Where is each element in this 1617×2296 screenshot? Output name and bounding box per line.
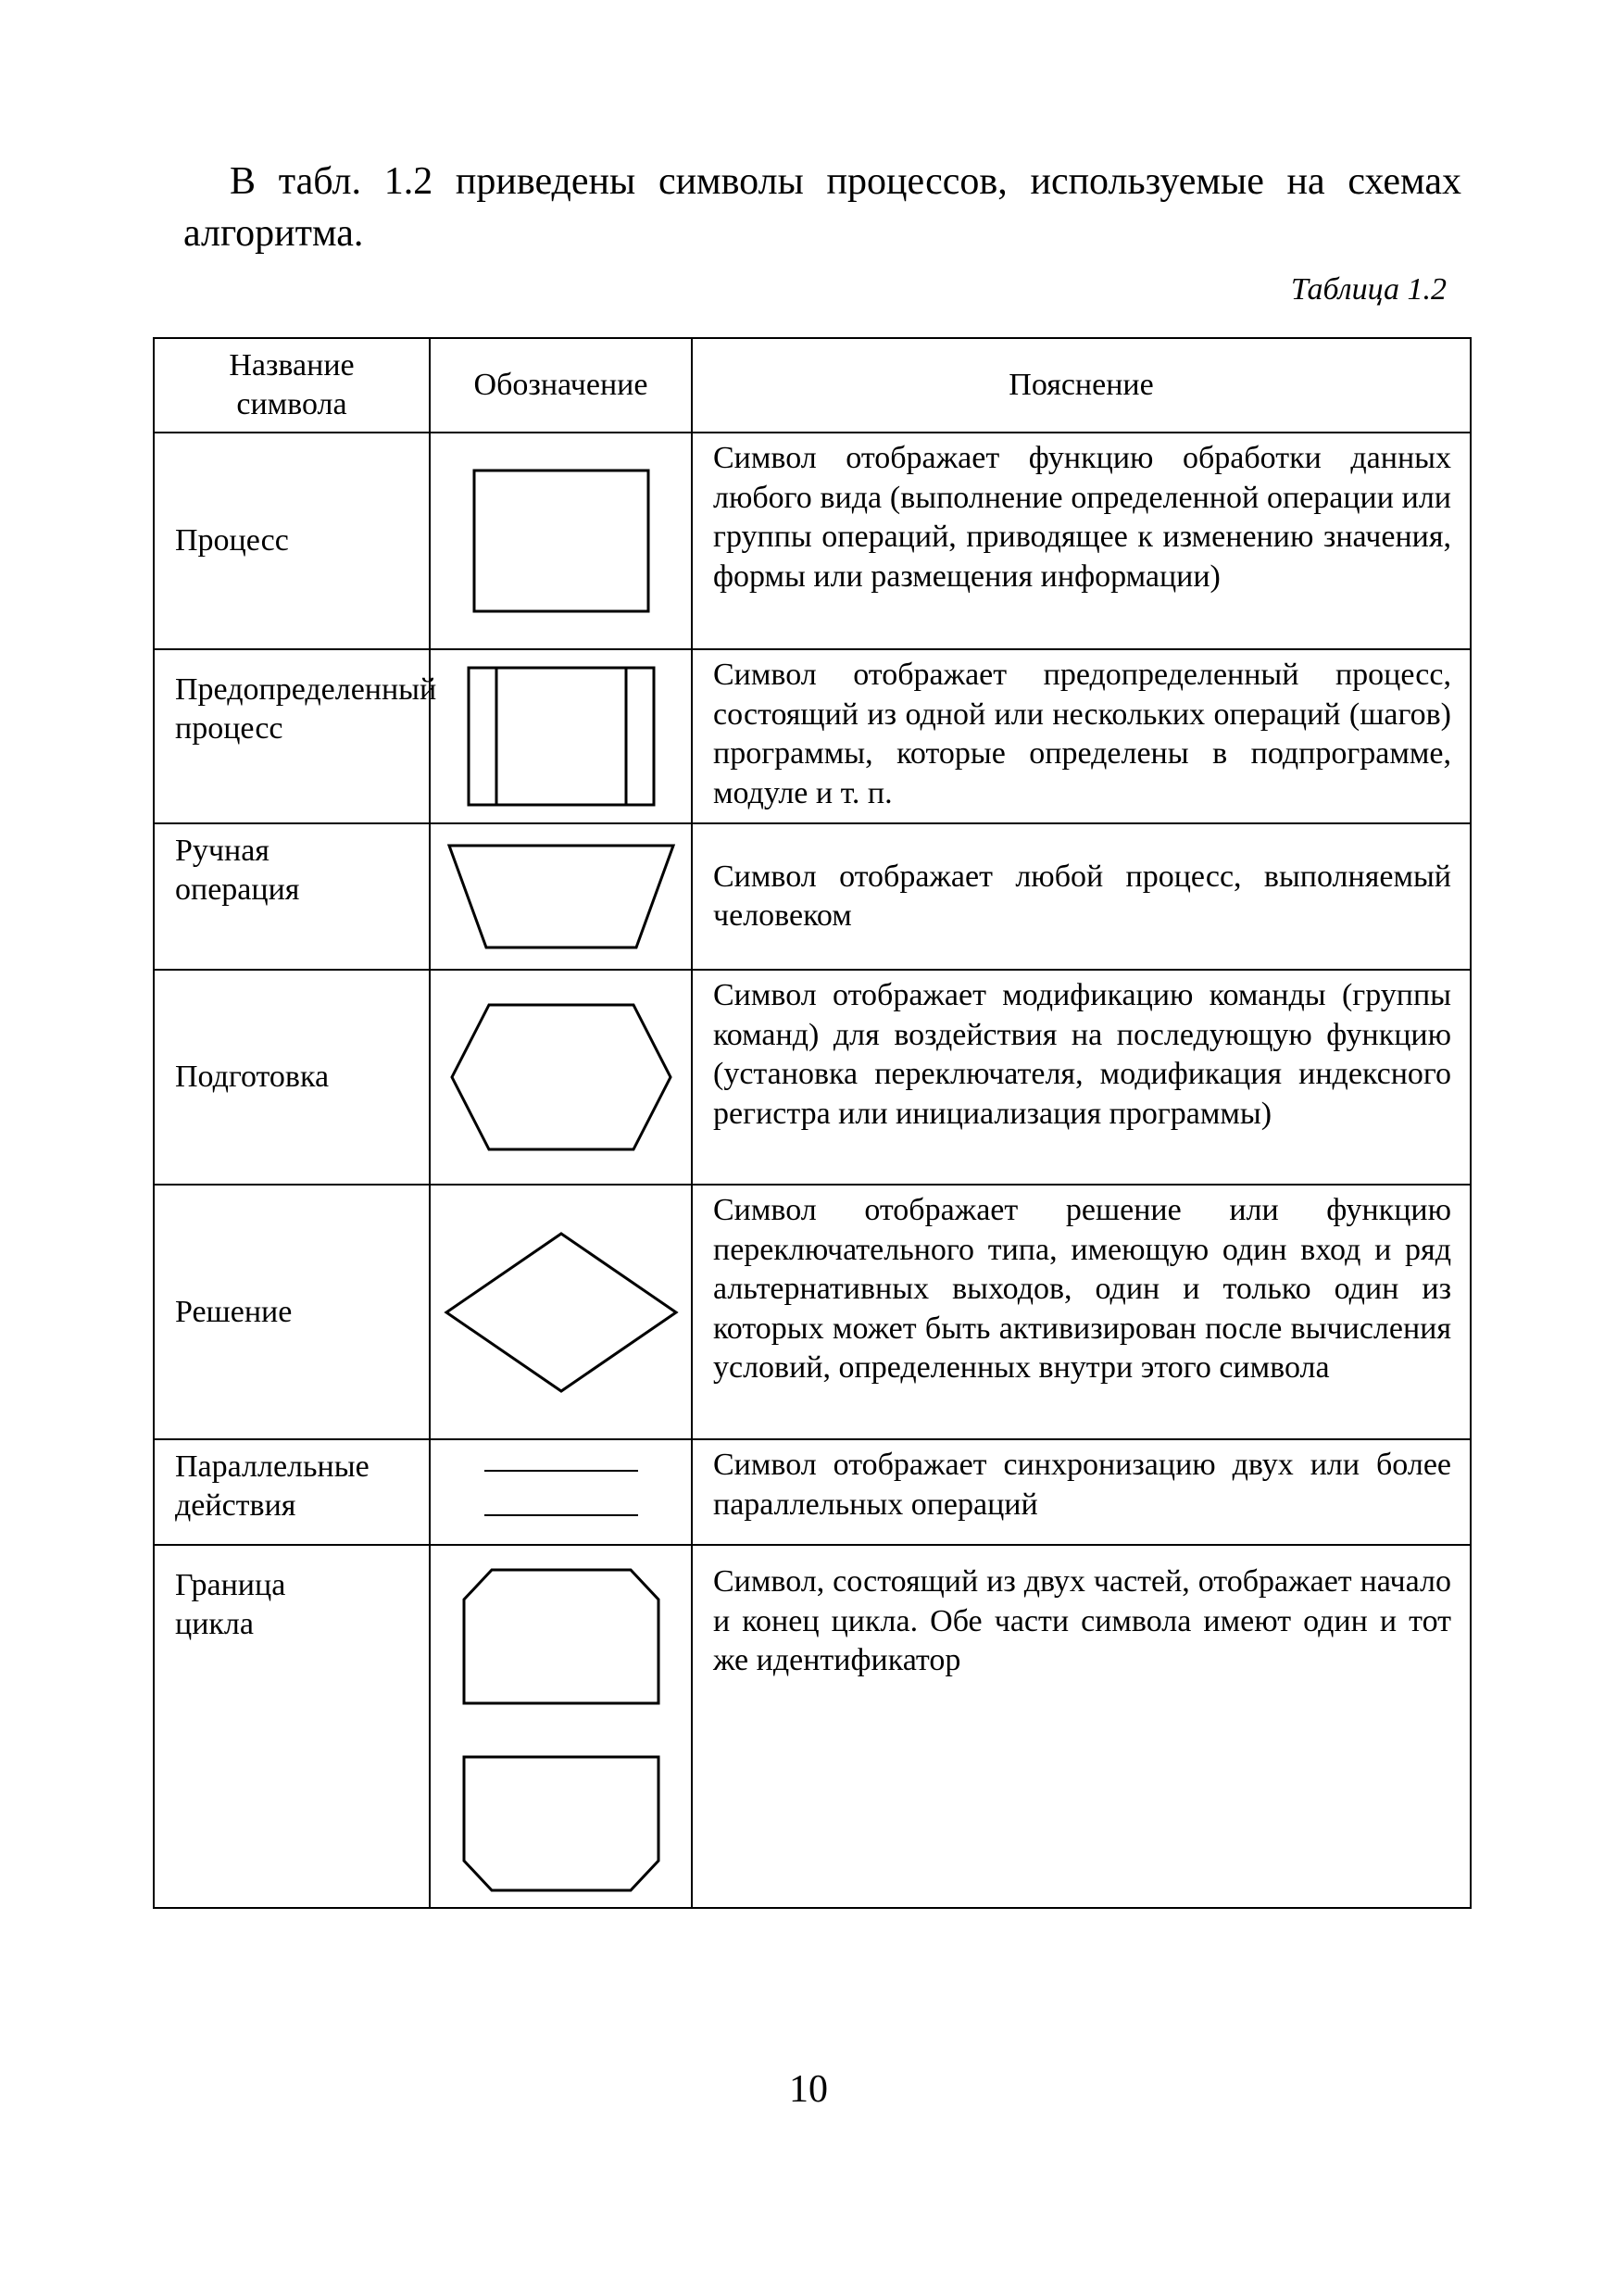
table-row bbox=[154, 1545, 1471, 1908]
symbol-name: Подготовка bbox=[154, 970, 430, 1185]
symbol-description: Символ отображает модификацию команды (группы команд) для воздействия на последующую функцию (установка переключателя, модификация индексного регистра или инициализация программы) bbox=[692, 970, 1471, 1185]
symbol-name bbox=[154, 649, 437, 823]
symbols-table bbox=[153, 337, 1472, 1909]
symbol-name bbox=[154, 1439, 430, 1545]
symbol-description: Символ отображает предопределенный процесс, состоящий из одной или нескольких операций (шагов) программы, которые определены в подпрограмме, модуле и т. п. bbox=[692, 649, 1471, 823]
symbol-description: Символ, состоящий из двух частей, отображает начало и конец цикла. Обе части символа имеют один и тот же идентификатор bbox=[692, 1545, 1471, 1908]
symbol-name-text: Ручная операция bbox=[175, 834, 300, 907]
symbol-description-text: Символ отображает любой процесс, выполняемый человеком bbox=[713, 859, 1451, 933]
loop-limit-icon bbox=[460, 1566, 662, 1894]
symbol-name-text: Граница цикла bbox=[175, 1568, 286, 1641]
table-row bbox=[154, 970, 1471, 1185]
decision-symbol-cell bbox=[430, 1185, 692, 1439]
loop-limit-symbol-cell bbox=[430, 1545, 692, 1908]
table-caption: Таблица 1.2 bbox=[1290, 272, 1447, 307]
header-description: Пояснение bbox=[692, 338, 1471, 433]
parallel-lines-icon bbox=[483, 1460, 640, 1524]
header-name: Название символа bbox=[154, 338, 430, 433]
parallel-actions-symbol-cell bbox=[430, 1439, 692, 1545]
symbol-name-text: Предопределенный процесс bbox=[175, 672, 437, 746]
symbol-description bbox=[692, 823, 1471, 970]
process-rectangle-icon bbox=[469, 465, 654, 617]
symbol-description: Символ отображает синхронизацию двух или более параллельных операций bbox=[692, 1439, 1471, 1545]
manual-operation-icon bbox=[445, 842, 677, 951]
page-number: 10 bbox=[789, 2068, 828, 2111]
predefined-process-icon bbox=[463, 662, 659, 810]
preparation-hexagon-icon bbox=[448, 1001, 674, 1153]
symbol-name bbox=[154, 1545, 430, 1908]
symbol-description: Символ отображает решение или функцию переключательного типа, имеющую один вход и ряд альтернативных выходов, один и только один из которых может быть активизирован после вычисления условий, определенных внутри этого символа bbox=[692, 1185, 1471, 1439]
table-header-row bbox=[154, 338, 1471, 433]
table-row bbox=[154, 1185, 1471, 1439]
table-row bbox=[154, 823, 1471, 970]
table-row bbox=[154, 433, 1471, 649]
process-symbol-cell bbox=[430, 433, 692, 649]
symbol-name: Процесс bbox=[154, 433, 430, 649]
decision-diamond-icon bbox=[443, 1230, 680, 1395]
header-symbol: Обозначение bbox=[430, 338, 692, 433]
preparation-symbol-cell bbox=[430, 970, 692, 1185]
table-row bbox=[154, 1439, 1471, 1545]
symbol-name-text: Параллельные действия bbox=[175, 1449, 370, 1523]
manual-operation-symbol-cell bbox=[430, 823, 692, 970]
symbol-description: Символ отображает функцию обработки данных любого вида (выполнение определенной операции или группы операций, приводящее к изменению значения, формы или размещения информации) bbox=[692, 433, 1471, 649]
table-row bbox=[154, 649, 1471, 823]
symbol-name bbox=[154, 823, 430, 970]
symbol-name: Решение bbox=[154, 1185, 430, 1439]
intro-paragraph: В табл. 1.2 приведены символы процессов, используемые на схемах алгоритма. bbox=[183, 160, 1461, 255]
predefined-process-symbol-cell bbox=[430, 649, 692, 823]
